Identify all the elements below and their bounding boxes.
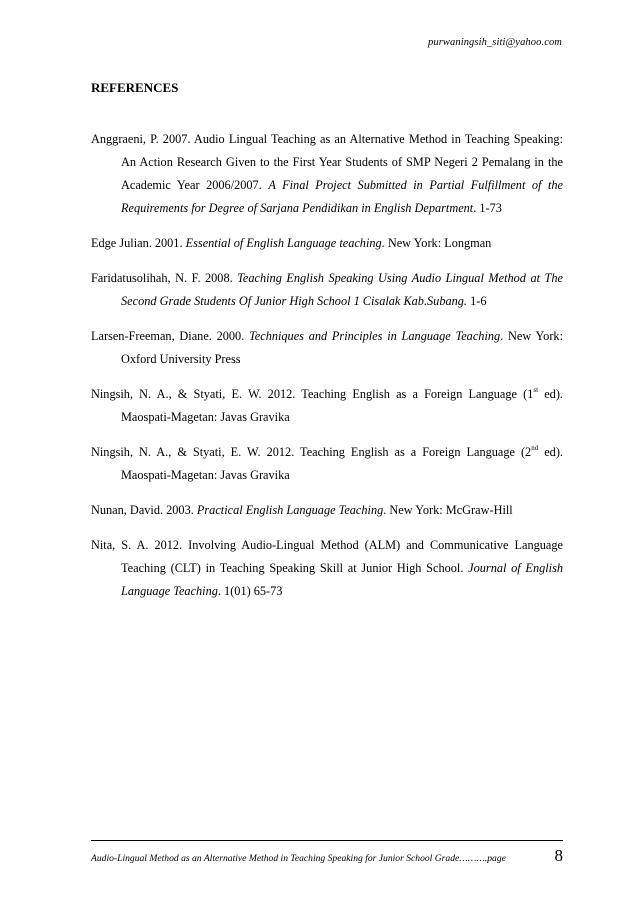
reference-italic-text: A Final Project Submitted in Partial Fulfillment of the Requirements for Degree of Sarjana Pendidikan in English Department — [121, 178, 563, 215]
reference-italic-text: Practical English Language Teaching — [196, 503, 384, 517]
reference-text: Nunan, David. 2003. — [91, 503, 197, 517]
header-email: purwaningsih_siti@yahoo.com — [428, 37, 562, 48]
reference-entry — [91, 267, 563, 313]
reference-italic-text: Essential of English Language teaching — [185, 236, 382, 250]
reference-text: Ningsih, N. A., & Styati, E. W. 2012. Teaching English as a Foreign Language (2 — [91, 445, 532, 459]
reference-text: ed). Maospati-Magetan: Javas Gravika — [121, 387, 563, 424]
reference-text: . 1-73 — [473, 201, 502, 215]
reference-text: Larsen-Freeman, Diane. 2000. — [91, 329, 250, 343]
reference-entry — [91, 441, 563, 487]
reference-italic-text: Teaching English Speaking Using Audio Lingual Method at The Second Grade Students Of Junior High School 1 Cisalak Kab.Subang. — [121, 271, 563, 308]
reference-text: . 1(01) 65-73 — [217, 584, 283, 598]
reference-text: ed). Maospati-Magetan: Javas Gravika — [121, 445, 563, 482]
reference-entry — [91, 128, 563, 220]
reference-text: . New York: Oxford University Press — [121, 329, 563, 366]
reference-text: . New York: McGraw-Hill — [383, 503, 513, 517]
reference-text: Edge Julian. 2001. — [91, 236, 186, 250]
reference-entry — [91, 534, 563, 603]
reference-text: Faridatusolihah, N. F. 2008. — [91, 271, 238, 285]
reference-text: . New York: Longman — [381, 236, 492, 250]
reference-text: Ningsih, N. A., & Styati, E. W. 2012. Teaching English as a Foreign Language (1 — [91, 387, 534, 401]
page-title: REFERENCES — [91, 80, 179, 95]
footer-page-number: 8 — [554, 846, 563, 865]
reference-text: Anggraeni, P. 2007. Audio Lingual Teaching as an Alternative Method in Teaching Speaking: An Action Research Given to the First Year Students of SMP Negeri 2 Pemalang in the Academic Year 2006/2007. — [91, 132, 563, 192]
reference-superscript: nd — [531, 444, 539, 452]
reference-text: Nita, S. A. 2012. Involving Audio-Lingual Method (ALM) and Communicative Language Teaching (CLT) in Teaching Speaking Skill at Junior High School. — [91, 538, 563, 575]
reference-superscript: st — [533, 386, 539, 394]
reference-entry — [91, 499, 563, 522]
footer-divider — [91, 840, 563, 841]
reference-italic-text: Techniques and Principles in Language Teaching — [249, 329, 501, 343]
reference-list — [91, 128, 563, 615]
reference-italic-text: Journal of English Language Teaching — [121, 561, 564, 598]
reference-entry — [91, 383, 563, 429]
reference-entry — [91, 325, 563, 371]
reference-text: 1-6 — [467, 294, 487, 308]
footer-text: Audio-Lingual Method as an Alternative Method in Teaching Speaking for Junior School Grade……….page — [91, 853, 506, 864]
page-footer — [91, 846, 563, 866]
reference-entry — [91, 232, 563, 255]
